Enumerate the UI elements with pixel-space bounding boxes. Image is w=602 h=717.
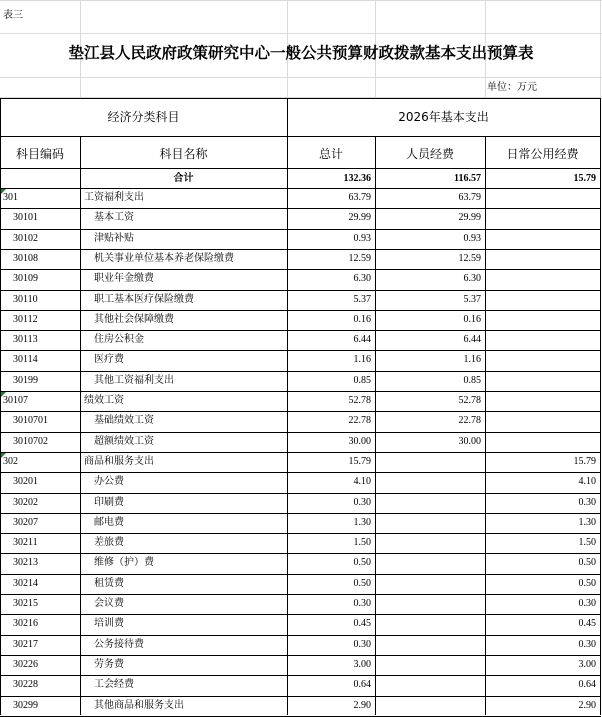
row-total: 1.30 <box>353 516 371 528</box>
row-total: 15.79 <box>348 455 371 467</box>
row-code: 30101 <box>13 212 38 224</box>
sheet-label: 表三 <box>3 10 23 21</box>
row-name: 其他工资福利支出 <box>94 374 174 386</box>
row-name: 其他社会保障缴费 <box>94 313 174 325</box>
row-name: 租赁费 <box>94 577 124 589</box>
row-name: 超额绩效工资 <box>94 435 154 447</box>
row-public: 0.50 <box>578 577 596 589</box>
row-total: 0.30 <box>353 496 371 508</box>
row-public: 0.30 <box>578 496 596 508</box>
row-code: 30217 <box>13 638 38 650</box>
table-border <box>287 98 288 715</box>
row-public: 0.30 <box>578 598 596 609</box>
row-public: 15.79 <box>573 455 596 467</box>
row-code: 301 <box>3 192 18 203</box>
row-total: 0.16 <box>353 313 371 325</box>
total-row-label: 合计 <box>173 173 194 184</box>
row-public: 0.45 <box>578 618 596 630</box>
row-code: 30114 <box>13 354 38 366</box>
unit-label: 单位：万元 <box>487 82 537 93</box>
row-personnel: 30.00 <box>458 435 481 447</box>
row-total: 6.30 <box>353 273 371 285</box>
row-personnel: 63.79 <box>458 192 481 203</box>
row-code: 3010701 <box>13 415 48 427</box>
row-total: 0.64 <box>353 679 371 691</box>
row-code: 30207 <box>13 516 38 528</box>
row-name: 职业年金缴费 <box>94 273 154 285</box>
row-total: 29.99 <box>348 212 371 224</box>
row-code: 30112 <box>13 313 38 325</box>
row-total: 0.30 <box>353 598 371 609</box>
row-total: 6.44 <box>353 334 371 346</box>
page-title: 垫江县人民政府政策研究中心一般公共预算财政拨款基本支出预算表 <box>68 44 534 62</box>
table-border <box>600 98 601 715</box>
row-code: 30213 <box>13 557 38 569</box>
row-total: 5.37 <box>353 293 371 305</box>
row-total: 2.90 <box>353 699 371 711</box>
row-total: 0.30 <box>353 638 371 650</box>
row-name: 基本工资 <box>94 212 134 224</box>
row-name: 会议费 <box>94 598 124 609</box>
row-code: 30102 <box>13 232 38 244</box>
row-name: 住房公积金 <box>94 334 144 346</box>
row-public: 4.10 <box>578 476 596 488</box>
row-code: 30107 <box>3 395 28 406</box>
row-total: 52.78 <box>348 395 371 406</box>
row-name: 绩效工资 <box>84 395 124 406</box>
table-border <box>0 98 601 99</box>
row-personnel: 0.93 <box>463 232 481 244</box>
row-public: 1.50 <box>578 537 596 549</box>
total-row-total: 132.36 <box>343 173 371 184</box>
row-code: 30202 <box>13 496 38 508</box>
row-code: 30113 <box>13 334 38 346</box>
row-personnel: 0.16 <box>463 313 481 325</box>
row-personnel: 52.78 <box>458 395 481 406</box>
row-personnel: 6.44 <box>463 334 481 346</box>
row-name: 办公费 <box>94 476 124 488</box>
table-border <box>0 188 601 189</box>
table-border <box>375 136 376 715</box>
header-public: 日常公用经费 <box>506 147 579 161</box>
row-total: 1.16 <box>353 354 371 366</box>
row-code: 30211 <box>13 537 38 549</box>
row-personnel: 29.99 <box>458 212 481 224</box>
row-name: 职工基本医疗保险缴费 <box>94 293 194 305</box>
row-total: 0.85 <box>353 374 371 386</box>
row-public: 0.64 <box>578 679 596 691</box>
header-name: 科目名称 <box>159 147 208 161</box>
row-name: 医疗费 <box>94 354 124 366</box>
row-total: 0.93 <box>353 232 371 244</box>
row-name: 培训费 <box>94 618 124 630</box>
row-total: 63.79 <box>348 192 371 203</box>
row-public: 3.00 <box>578 658 596 670</box>
cell-marker-icon <box>1 392 6 397</box>
row-code: 30215 <box>13 598 38 609</box>
row-code: 30110 <box>13 293 38 305</box>
row-name: 机关事业单位基本养老保险缴费 <box>94 252 234 264</box>
row-code: 30228 <box>13 679 38 691</box>
row-name: 工会经费 <box>94 679 134 691</box>
row-public: 1.30 <box>578 516 596 528</box>
row-total: 0.45 <box>353 618 371 630</box>
row-name: 劳务费 <box>94 658 124 670</box>
row-name: 邮电费 <box>94 516 124 528</box>
table-border <box>485 136 486 715</box>
grid-line <box>0 0 602 1</box>
row-code: 30108 <box>13 252 38 264</box>
row-code: 30109 <box>13 273 38 285</box>
row-public: 0.50 <box>578 557 596 569</box>
table-border <box>80 136 81 715</box>
row-total: 30.00 <box>348 435 371 447</box>
row-name: 商品和服务支出 <box>84 455 154 467</box>
row-personnel: 12.59 <box>458 252 481 264</box>
row-name: 差旅费 <box>94 537 124 549</box>
row-name: 基础绩效工资 <box>94 415 154 427</box>
table-border <box>0 136 601 137</box>
table-border <box>0 168 601 169</box>
row-code: 30299 <box>13 699 38 711</box>
row-total: 1.50 <box>353 537 371 549</box>
row-personnel: 6.30 <box>463 273 481 285</box>
row-code: 30201 <box>13 476 38 488</box>
header-econ-class: 经济分类科目 <box>107 110 180 124</box>
row-public: 2.90 <box>578 699 596 711</box>
total-row-personnel: 116.57 <box>454 173 481 184</box>
row-code: 30199 <box>13 374 38 386</box>
row-total: 22.78 <box>348 415 371 427</box>
row-name: 维修（护）费 <box>94 557 154 569</box>
row-code: 302 <box>3 455 18 467</box>
row-personnel: 22.78 <box>458 415 481 427</box>
header-total: 总计 <box>318 147 343 161</box>
row-name: 津贴补贴 <box>94 232 134 244</box>
row-personnel: 0.85 <box>463 374 481 386</box>
row-code: 3010702 <box>13 435 48 447</box>
row-code: 30226 <box>13 658 38 670</box>
cell-marker-icon <box>1 453 6 458</box>
header-personnel: 人员经费 <box>405 147 454 161</box>
row-personnel: 1.16 <box>463 354 481 366</box>
row-name: 工资福利支出 <box>84 192 144 203</box>
row-personnel: 5.37 <box>463 293 481 305</box>
row-public: 0.30 <box>578 638 596 650</box>
row-name: 其他商品和服务支出 <box>94 699 184 711</box>
row-total: 3.00 <box>353 658 371 670</box>
row-code: 30216 <box>13 618 38 630</box>
header-code: 科目编码 <box>15 147 64 161</box>
row-code: 30214 <box>13 577 38 589</box>
row-name: 印刷费 <box>94 496 124 508</box>
total-row-public: 15.79 <box>573 173 596 184</box>
row-name: 公务接待费 <box>94 638 144 650</box>
table-border <box>0 98 1 715</box>
row-total: 4.10 <box>353 476 371 488</box>
row-total: 12.59 <box>348 252 371 264</box>
row-total: 0.50 <box>353 577 371 589</box>
grid-line <box>0 33 602 34</box>
row-total: 0.50 <box>353 557 371 569</box>
header-year-total: 2026年基本支出 <box>398 110 489 124</box>
